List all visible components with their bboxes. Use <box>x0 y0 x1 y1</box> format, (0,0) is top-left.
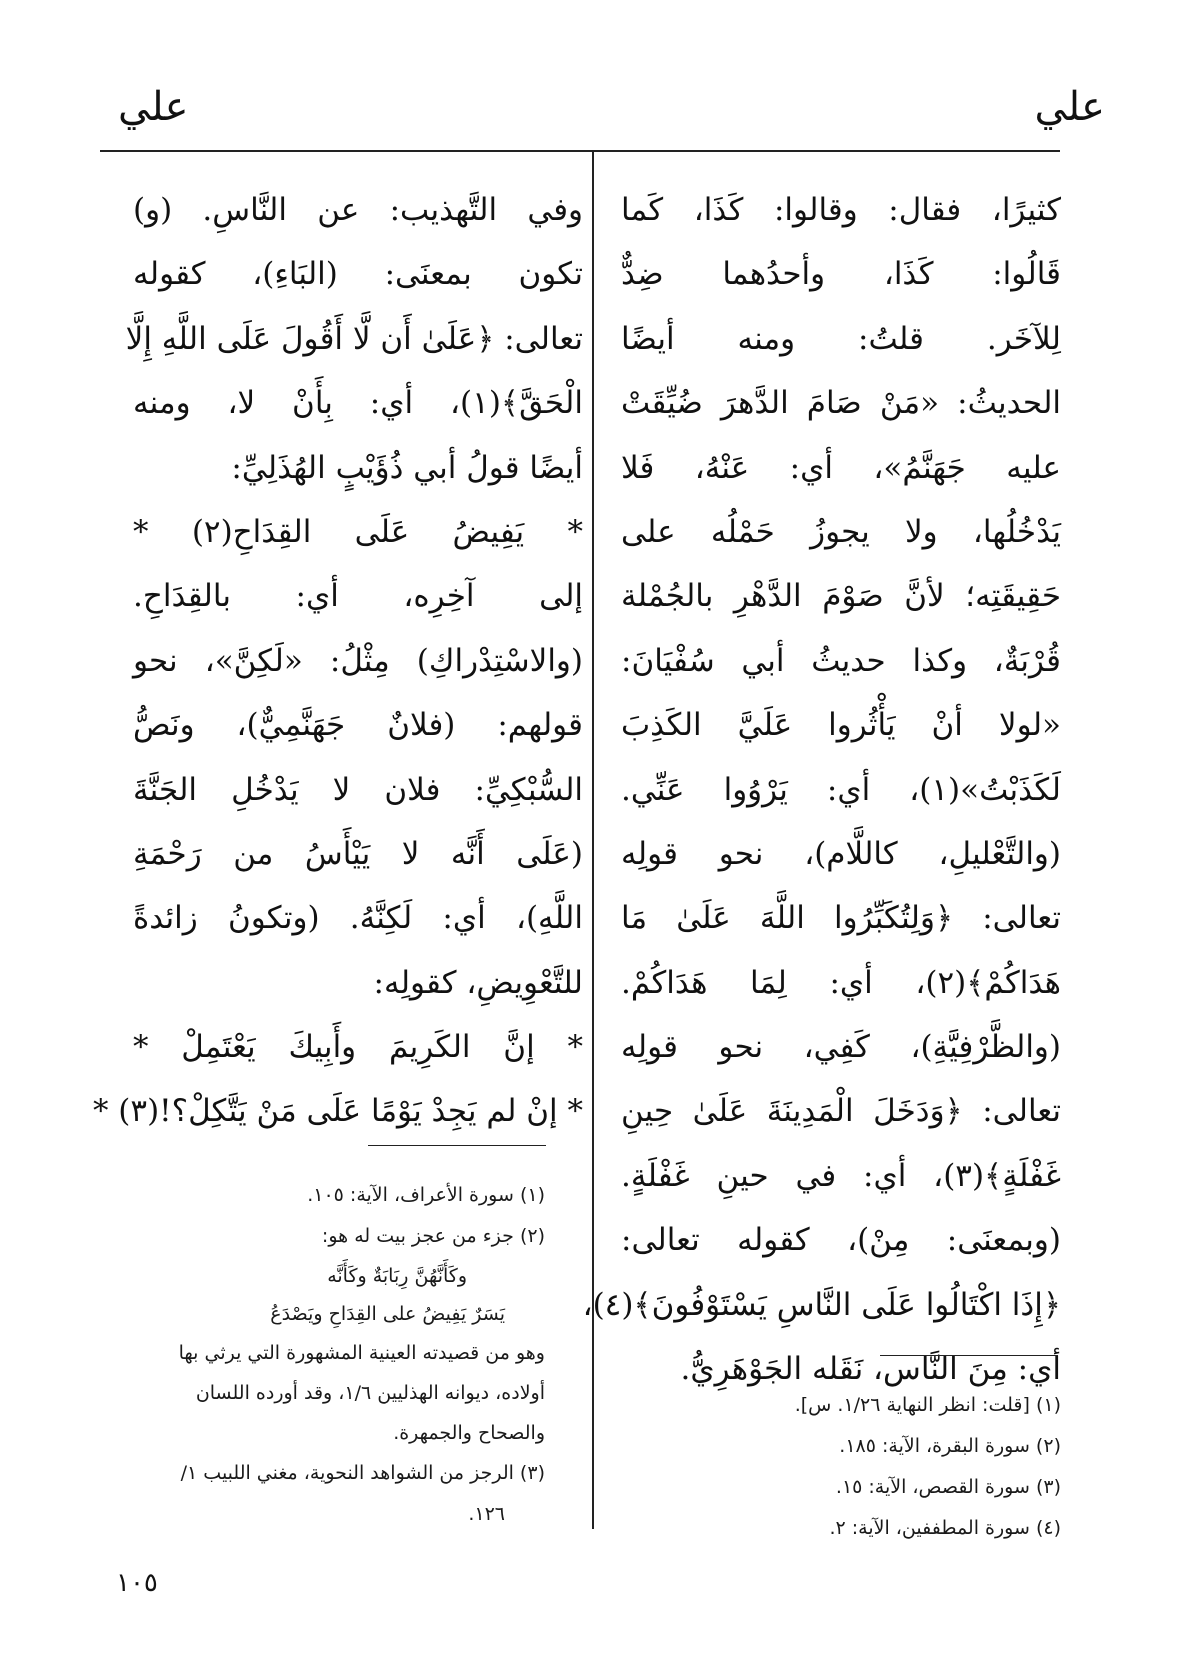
right-column-text <box>582 178 1061 1401</box>
text-line: (والتَّعْليلِ، كاللَّام)، نحو قولِه <box>621 835 1061 872</box>
footnote: (٢) سورة البقرة، الآية: ١٨٥. <box>839 1435 1061 1457</box>
text-line: (عَلَى أَنَّه لا يَيْأَسُ من رَحْمَةِ <box>133 835 583 872</box>
text-line: للتَّعْوِيضِ، كقولِه: <box>373 964 583 1001</box>
footnote: (٢) جزء من عجز بيت له هو: <box>321 1225 545 1247</box>
verse-line: * يَفِيضُ عَلَى القِدَاحِ(٢) * <box>133 513 583 550</box>
text-line: (والاسْتِدْراكِ) مِثْلُ: «لَكِنَّ»، نحو <box>133 642 583 679</box>
text-line: غَفْلَةٍ﴾(٣)، أي: في حينِ غَفْلَةٍ. <box>621 1157 1061 1194</box>
text-line: تكون بمعنَى: (البَاءِ)، كقوله <box>133 256 583 293</box>
text-line: (والظَّرْفِيَّةِ)، كَفِي، نحو قولِه <box>621 1029 1061 1066</box>
running-head-left: علي <box>118 84 189 130</box>
footnote-rule-left <box>368 1145 546 1146</box>
footnote-continuation: والصحاح والجمهرة. <box>393 1422 545 1444</box>
text-line: عليه جَهَنَّمُ»، أي: عَنْهُ، فَلا <box>621 449 1061 486</box>
footnote: (٣) سورة القصص، الآية: ١٥. <box>835 1476 1061 1498</box>
text-line: اللَّهِ)، أي: لَكِنَّهُ. (وتكونُ زائدةً <box>133 900 583 937</box>
running-head-right: علي <box>1034 84 1105 130</box>
footnote-rule-right <box>880 1355 1058 1356</box>
text-line: قَالُوا: كَذَا، وأحدُهما ضِدٌّ <box>621 256 1061 293</box>
text-line: تعالى: ﴿وَلِتُكَبِّرُوا اللَّهَ عَلَىٰ مَا <box>621 900 1061 937</box>
text-line: هَدَاكُمْ﴾(٢)، أي: لِمَا هَدَاكُمْ. <box>621 964 1061 1001</box>
text-line: يَدْخُلُها، ولا يجوزُ حَمْلُه على <box>621 513 1061 550</box>
footnote: (٣) الرجز من الشواهد النحوية، مغني اللبيب ١/ <box>180 1462 545 1484</box>
text-line: إلى آخِرِه، أي: بالقِدَاحِ. <box>133 578 583 615</box>
text-line: تعالى: ﴿عَلَىٰ أَن لَّا أَقُولَ عَلَى اللَّهِ إِلَّا <box>125 320 583 357</box>
text-line: قولهم: (فلانٌ جَهَنَّمِيٌّ)، ونَصُّ <box>133 707 583 744</box>
left-column-text <box>92 178 583 1144</box>
verse-line: * إنَّ الكَرِيمَ وأَبِيكَ يَعْتَمِلْ * <box>133 1029 583 1066</box>
text-line: كثيرًا، فقال: وقالوا: كَذَا، كَما <box>621 192 1061 228</box>
footnote: (١) [قلت: انظر النهاية ١/٢٦. س]. <box>794 1394 1061 1416</box>
footnote-continuation: ١٢٦. <box>468 1503 505 1525</box>
footnote: (١) سورة الأعراف، الآية: ١٠٥. <box>307 1184 545 1206</box>
text-line: لِلآخَر. قلتُ: ومنه أيضًا <box>621 320 1061 357</box>
text-line: قُرْبَةٌ، وكذا حديثُ أبي سُفْيَانَ: <box>621 642 1061 679</box>
footnote-continuation: أولاده، ديوانه الهذليين ١/٦، وقد أورده اللسان <box>195 1382 545 1404</box>
footnotes-right <box>621 1385 1061 1549</box>
verse-line: * إنْ لم يَجِدْ يَوْمًا عَلَى مَنْ يَتَّكِلْ؟!(٣) * <box>92 1093 583 1130</box>
text-line: أي: مِنَ النَّاس، نَقَله الجَوْهَرِيُّ. <box>680 1351 1061 1388</box>
text-line: «لولا أنْ يَأْثُروا عَلَيَّ الكَذِبَ <box>621 707 1061 744</box>
footnote-verse: وكَأَنَّهُنَّ رِبَابَةٌ وكَأَنَّه <box>327 1265 467 1287</box>
text-line: (وبمعنَى: مِنْ)، كقوله تعالى: <box>621 1222 1061 1259</box>
footnote-verse: يَسَرٌ يَفِيضُ على القِدَاحِ ويَصْدَعُ <box>270 1303 505 1325</box>
text-line: الْحَقَّ﴾(١)، أي: بِأَنْ لا، ومنه <box>133 385 583 422</box>
footnote-continuation: وهو من قصيدته العينية المشهورة التي يرثي بها <box>178 1342 545 1364</box>
text-line: السُّبْكِيِّ: فلان لا يَدْخُلِ الجَنَّةَ <box>133 771 583 808</box>
footnote: (٤) سورة المطففين، الآية: ٢. <box>829 1517 1061 1539</box>
text-line: حَقِيقَتِه؛ لأنَّ صَوْمَ الدَّهْرِ بالجُمْلة <box>621 578 1061 615</box>
header-rule <box>100 150 1060 152</box>
text-line: ﴿إِذَا اكْتَالُوا عَلَى النَّاسِ يَسْتَوْفُونَ﴾(٤)، <box>582 1286 1061 1323</box>
text-line: تعالى: ﴿وَدَخَلَ الْمَدِينَةَ عَلَىٰ حِينِ <box>621 1093 1061 1130</box>
footnotes-left <box>95 1175 545 1534</box>
text-line: لَكَذَبْتُ»(١)، أي: يَرْوُوا عَنِّي. <box>621 771 1061 808</box>
text-line: الحديثُ: «مَنْ صَامَ الدَّهرَ ضُيِّقَتْ <box>621 385 1061 422</box>
text-line: وفي التَّهذيب: عن النَّاسِ. (و) <box>133 192 583 228</box>
page-number: ١٠٥ <box>116 1568 158 1598</box>
text-line: أيضًا قولُ أبي ذُؤَيْبٍ الهُذَلِيِّ: <box>231 449 583 486</box>
